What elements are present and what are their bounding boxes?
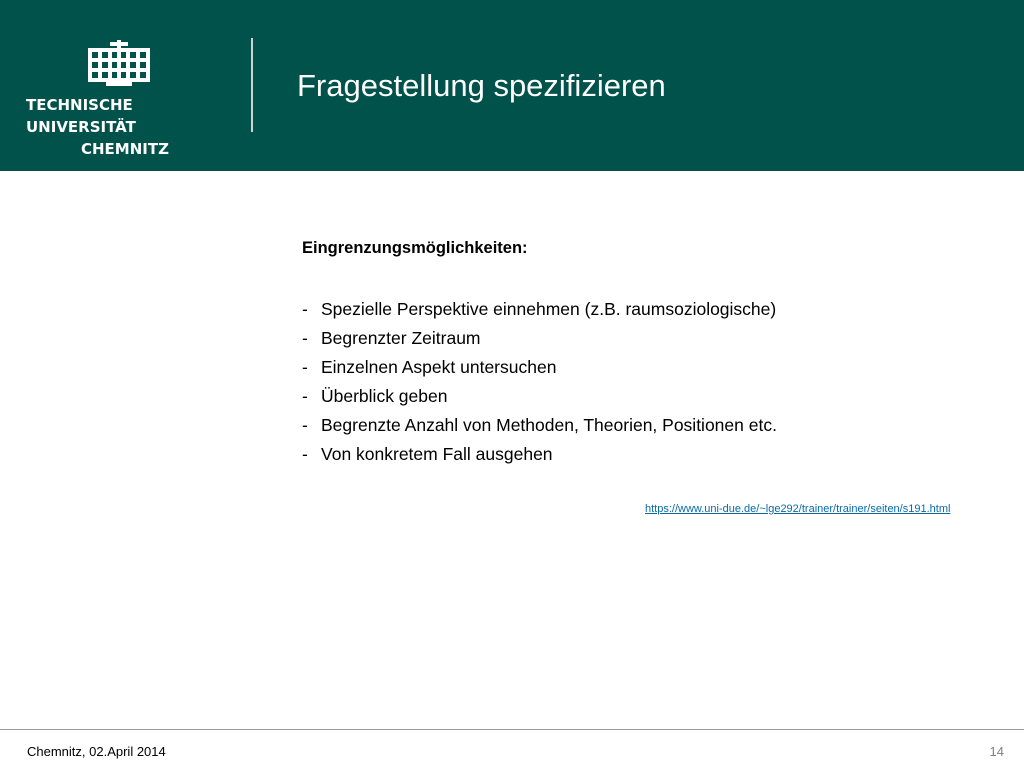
bullet-item (302, 411, 982, 440)
bullet-text: Spezielle Perspektive einnehmen (z.B. raumsoziologische) (321, 299, 777, 319)
bullet-marker: - (302, 299, 308, 319)
bullet-marker: - (302, 444, 308, 464)
source-link[interactable]: https://www.uni-due.de/~lge292/trainer/trainer/seiten/s191.html (645, 503, 951, 515)
bullet-item (302, 440, 982, 469)
university-name-line-2: CHEMNITZ (81, 140, 169, 158)
university-building-icon (88, 40, 150, 86)
bullet-text: Begrenzter Zeitraum (321, 328, 481, 348)
bullet-text: Überblick geben (321, 386, 448, 406)
slide-content (302, 237, 982, 469)
university-name-line-1: TECHNISCHE UNIVERSITÄT (26, 96, 136, 136)
page-number: 14 (989, 744, 1004, 759)
slide-title: Fragestellung spezifizieren (297, 68, 666, 103)
bullet-marker: - (302, 357, 308, 377)
bullet-marker: - (302, 328, 308, 348)
bullet-text: Begrenzte Anzahl von Methoden, Theorien, Positionen etc. (321, 415, 777, 435)
bullet-text: Von konkretem Fall ausgehen (321, 444, 553, 464)
bullet-text: Einzelnen Aspekt untersuchen (321, 357, 557, 377)
bullet-marker: - (302, 415, 308, 435)
slide-header (0, 0, 1024, 171)
header-divider (251, 38, 253, 132)
footer-date: Chemnitz, 02.April 2014 (27, 744, 166, 759)
bullet-item (302, 382, 982, 411)
bullet-item (302, 353, 982, 382)
bullet-marker: - (302, 386, 308, 406)
bullet-list (302, 295, 982, 469)
footer-divider (0, 729, 1024, 730)
bullet-item (302, 324, 982, 353)
bullet-item (302, 295, 982, 324)
section-heading: Eingrenzungsmöglichkeiten: (302, 239, 528, 257)
university-name (26, 94, 226, 160)
